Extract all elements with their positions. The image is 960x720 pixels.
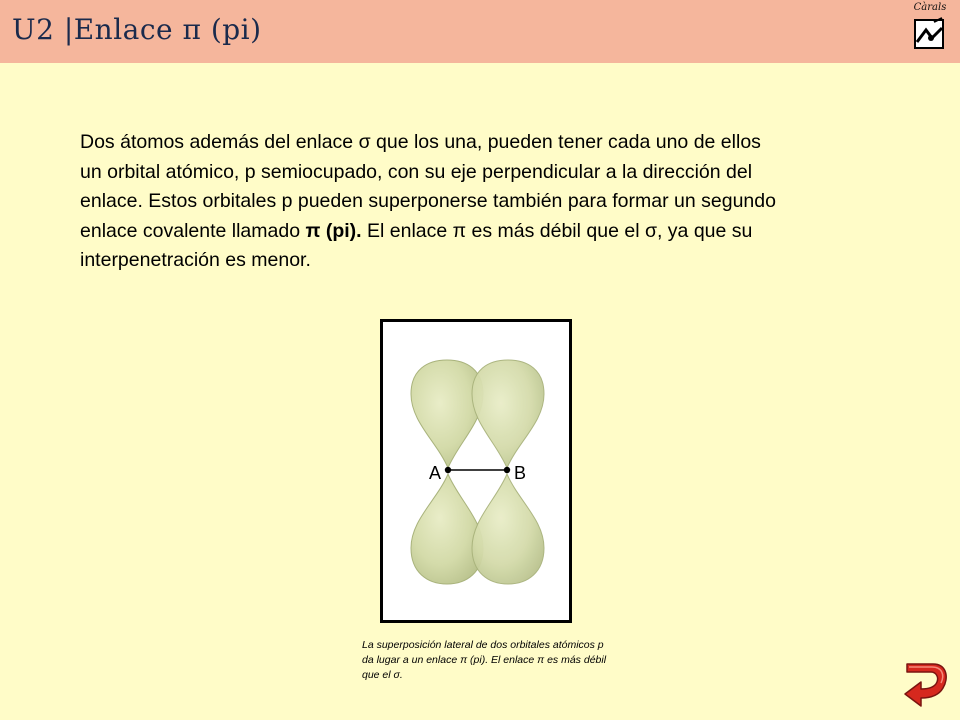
return-arrow-button[interactable] (903, 658, 951, 710)
pi-bond-diagram (383, 322, 569, 620)
nucleus-a (445, 467, 451, 473)
nucleus-b (504, 467, 510, 473)
orbital-lobe-a-lower (411, 474, 483, 584)
paragraph-bold-term: π (pi). (305, 219, 362, 242)
orbital-lobe-a-upper (411, 360, 483, 468)
return-arrow-icon (903, 658, 951, 710)
logo-icon (914, 16, 946, 50)
page-title: U2 |Enlace π (pi) (12, 13, 262, 46)
paragraph-intro: Dos átomos además del enlace σ que los una, pueden tener cada uno de ellos un orbital atómico, p semiocupado, con su eje perpendicular a la dirección del enlace. Estos orbitales p pueden superponerse también para formar un segundo enlace covalente llamado (80, 131, 776, 242)
header-bar (0, 0, 960, 63)
orbital-lobe-b-lower (472, 474, 544, 584)
atom-label-a: A (429, 463, 442, 483)
figure-caption: La superposición lateral de dos orbitales atómicos p da lugar a un enlace π (pi). El enlace π es más débil que el σ. (362, 639, 607, 681)
logo-text: Càrals (913, 2, 947, 13)
pi-bond-figure (380, 319, 572, 623)
paragraph-conclusion: El enlace π es más débil que el σ, ya que su interpenetración es menor. (80, 219, 753, 271)
orbital-lobe-b-upper (472, 360, 544, 468)
atom-label-b: B (514, 463, 527, 483)
body-paragraph (80, 128, 780, 276)
publisher-logo (910, 2, 950, 54)
